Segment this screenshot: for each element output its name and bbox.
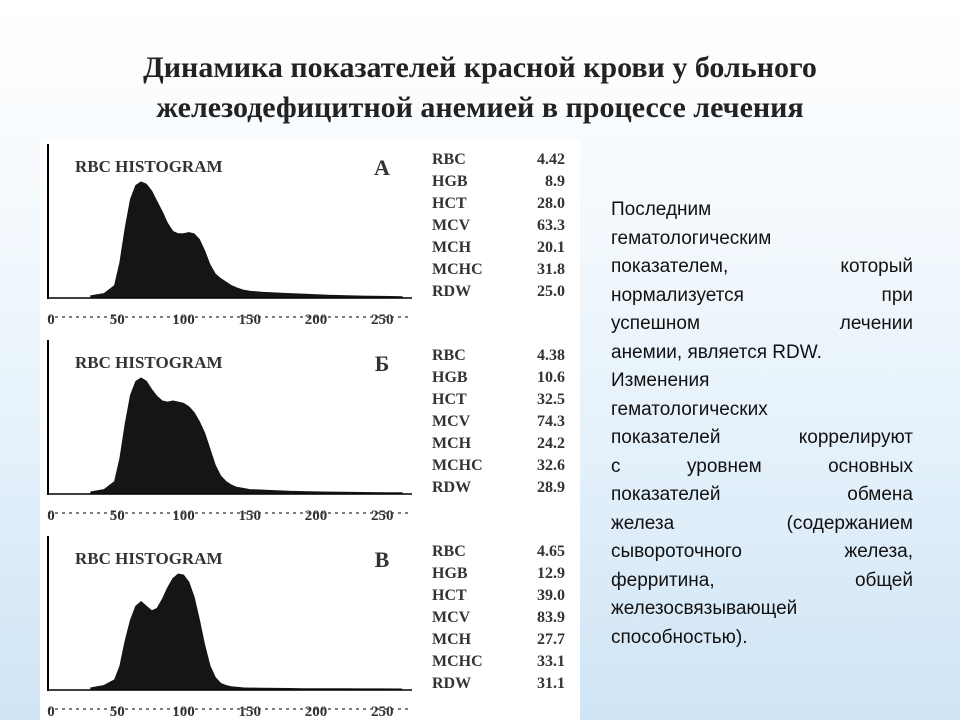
histogram-title: RBC HISTOGRAM xyxy=(75,157,223,176)
index-name: RBC xyxy=(432,151,466,168)
index-value: 28.0 xyxy=(537,195,565,212)
slide-title xyxy=(30,48,930,128)
explanation-line: анемии, является RDW. xyxy=(611,341,822,363)
index-name: MCV xyxy=(432,609,471,626)
x-tick-label: 100 xyxy=(172,704,195,720)
index-name: HCT xyxy=(432,195,467,212)
x-tick-label: 50 xyxy=(109,508,125,524)
x-tick-label: 150 xyxy=(238,508,261,524)
explanation-line: способностью). xyxy=(611,626,748,648)
x-tick-label: 0 xyxy=(47,704,55,720)
index-value: 31.1 xyxy=(537,675,565,692)
index-name: RBC xyxy=(432,543,466,560)
index-name: HGB xyxy=(432,369,468,386)
histogram-title: RBC HISTOGRAM xyxy=(75,353,223,372)
histogram-panel-1 xyxy=(47,144,565,328)
histogram-figure xyxy=(40,140,580,720)
index-name: HGB xyxy=(432,173,468,190)
x-tick-label: 200 xyxy=(304,312,328,328)
index-value: 10.6 xyxy=(537,369,565,386)
panel-label: Б xyxy=(374,351,390,376)
x-tick-label: 100 xyxy=(172,508,195,524)
index-name: MCH xyxy=(432,239,472,256)
index-value: 4.38 xyxy=(537,347,565,364)
explanation-line: сывороточного железа, xyxy=(611,541,913,562)
x-tick-label: 200 xyxy=(304,704,328,720)
index-name: MCV xyxy=(432,413,471,430)
index-name: MCH xyxy=(432,631,472,648)
explanation-line: гематологических xyxy=(611,398,768,420)
explanation-line: Изменения xyxy=(611,370,710,391)
index-name: HCT xyxy=(432,587,467,604)
x-tick-label: 50 xyxy=(109,312,125,328)
explanation-line: нормализуется при xyxy=(611,284,913,306)
explanation-line: Последним xyxy=(611,199,712,220)
x-tick-label: 250 xyxy=(371,704,394,720)
explanation-text xyxy=(611,196,913,652)
histogram-panel-2 xyxy=(47,340,565,524)
index-value: 74.3 xyxy=(537,413,565,430)
index-name: MCHC xyxy=(432,653,483,670)
x-tick-label: 50 xyxy=(109,704,125,720)
index-value: 20.1 xyxy=(537,239,565,256)
index-name: HGB xyxy=(432,565,468,582)
index-value: 25.0 xyxy=(537,283,565,300)
panel-label: В xyxy=(374,547,390,572)
explanation-line: показателей коррелируют xyxy=(611,427,913,448)
explanation-line: железосвязывающей xyxy=(611,598,798,619)
index-name: MCH xyxy=(432,435,472,452)
index-value: 4.42 xyxy=(537,151,565,168)
index-name: MCHC xyxy=(432,261,483,278)
explanation-line: с уровнем основных xyxy=(611,455,913,477)
explanation-line: гематологическим xyxy=(611,227,772,249)
index-name: RBC xyxy=(432,347,466,364)
index-name: MCV xyxy=(432,217,471,234)
index-value: 24.2 xyxy=(537,435,565,452)
index-value: 4.65 xyxy=(537,543,565,560)
x-tick-label: 100 xyxy=(172,312,195,328)
index-value: 39.0 xyxy=(537,587,565,604)
histogram-title: RBC HISTOGRAM xyxy=(75,549,223,568)
index-value: 8.9 xyxy=(545,173,565,190)
index-value: 31.8 xyxy=(537,261,565,278)
x-tick-label: 0 xyxy=(47,312,55,328)
x-tick-label: 150 xyxy=(238,312,261,328)
index-value: 63.3 xyxy=(537,217,565,234)
histogram-area xyxy=(91,182,402,297)
histogram-area xyxy=(91,574,402,689)
index-name: HCT xyxy=(432,391,467,408)
title-line-1: Динамика показателей красной крови у больного xyxy=(143,51,817,85)
index-name: RDW xyxy=(432,675,472,692)
index-value: 33.1 xyxy=(537,653,565,670)
x-tick-label: 200 xyxy=(304,508,328,524)
index-name: RDW xyxy=(432,283,472,300)
index-value: 28.9 xyxy=(537,479,565,496)
title-line-2: железодефицитной анемией в процессе лечения xyxy=(156,91,804,125)
index-name: RDW xyxy=(432,479,472,496)
x-tick-label: 250 xyxy=(371,312,394,328)
index-value: 27.7 xyxy=(537,631,565,648)
index-name: MCHC xyxy=(432,457,483,474)
histogram-area xyxy=(91,378,402,493)
x-tick-label: 150 xyxy=(238,704,261,720)
index-value: 83.9 xyxy=(537,609,565,626)
x-tick-label: 0 xyxy=(47,508,55,524)
histogram-svg xyxy=(40,140,580,720)
panel-label: А xyxy=(374,155,390,180)
explanation-line: железа (содержанием xyxy=(611,512,913,534)
histogram-panel-3 xyxy=(47,536,565,720)
x-tick-label: 250 xyxy=(371,508,394,524)
index-value: 32.5 xyxy=(537,391,565,408)
explanation-line: ферритина, общей xyxy=(611,569,913,591)
index-value: 32.6 xyxy=(537,457,565,474)
index-value: 12.9 xyxy=(537,565,565,582)
explanation-line: показателем, который xyxy=(611,256,913,277)
explanation-line: успешном лечении xyxy=(611,313,913,334)
explanation-line: показателей обмена xyxy=(611,484,913,505)
